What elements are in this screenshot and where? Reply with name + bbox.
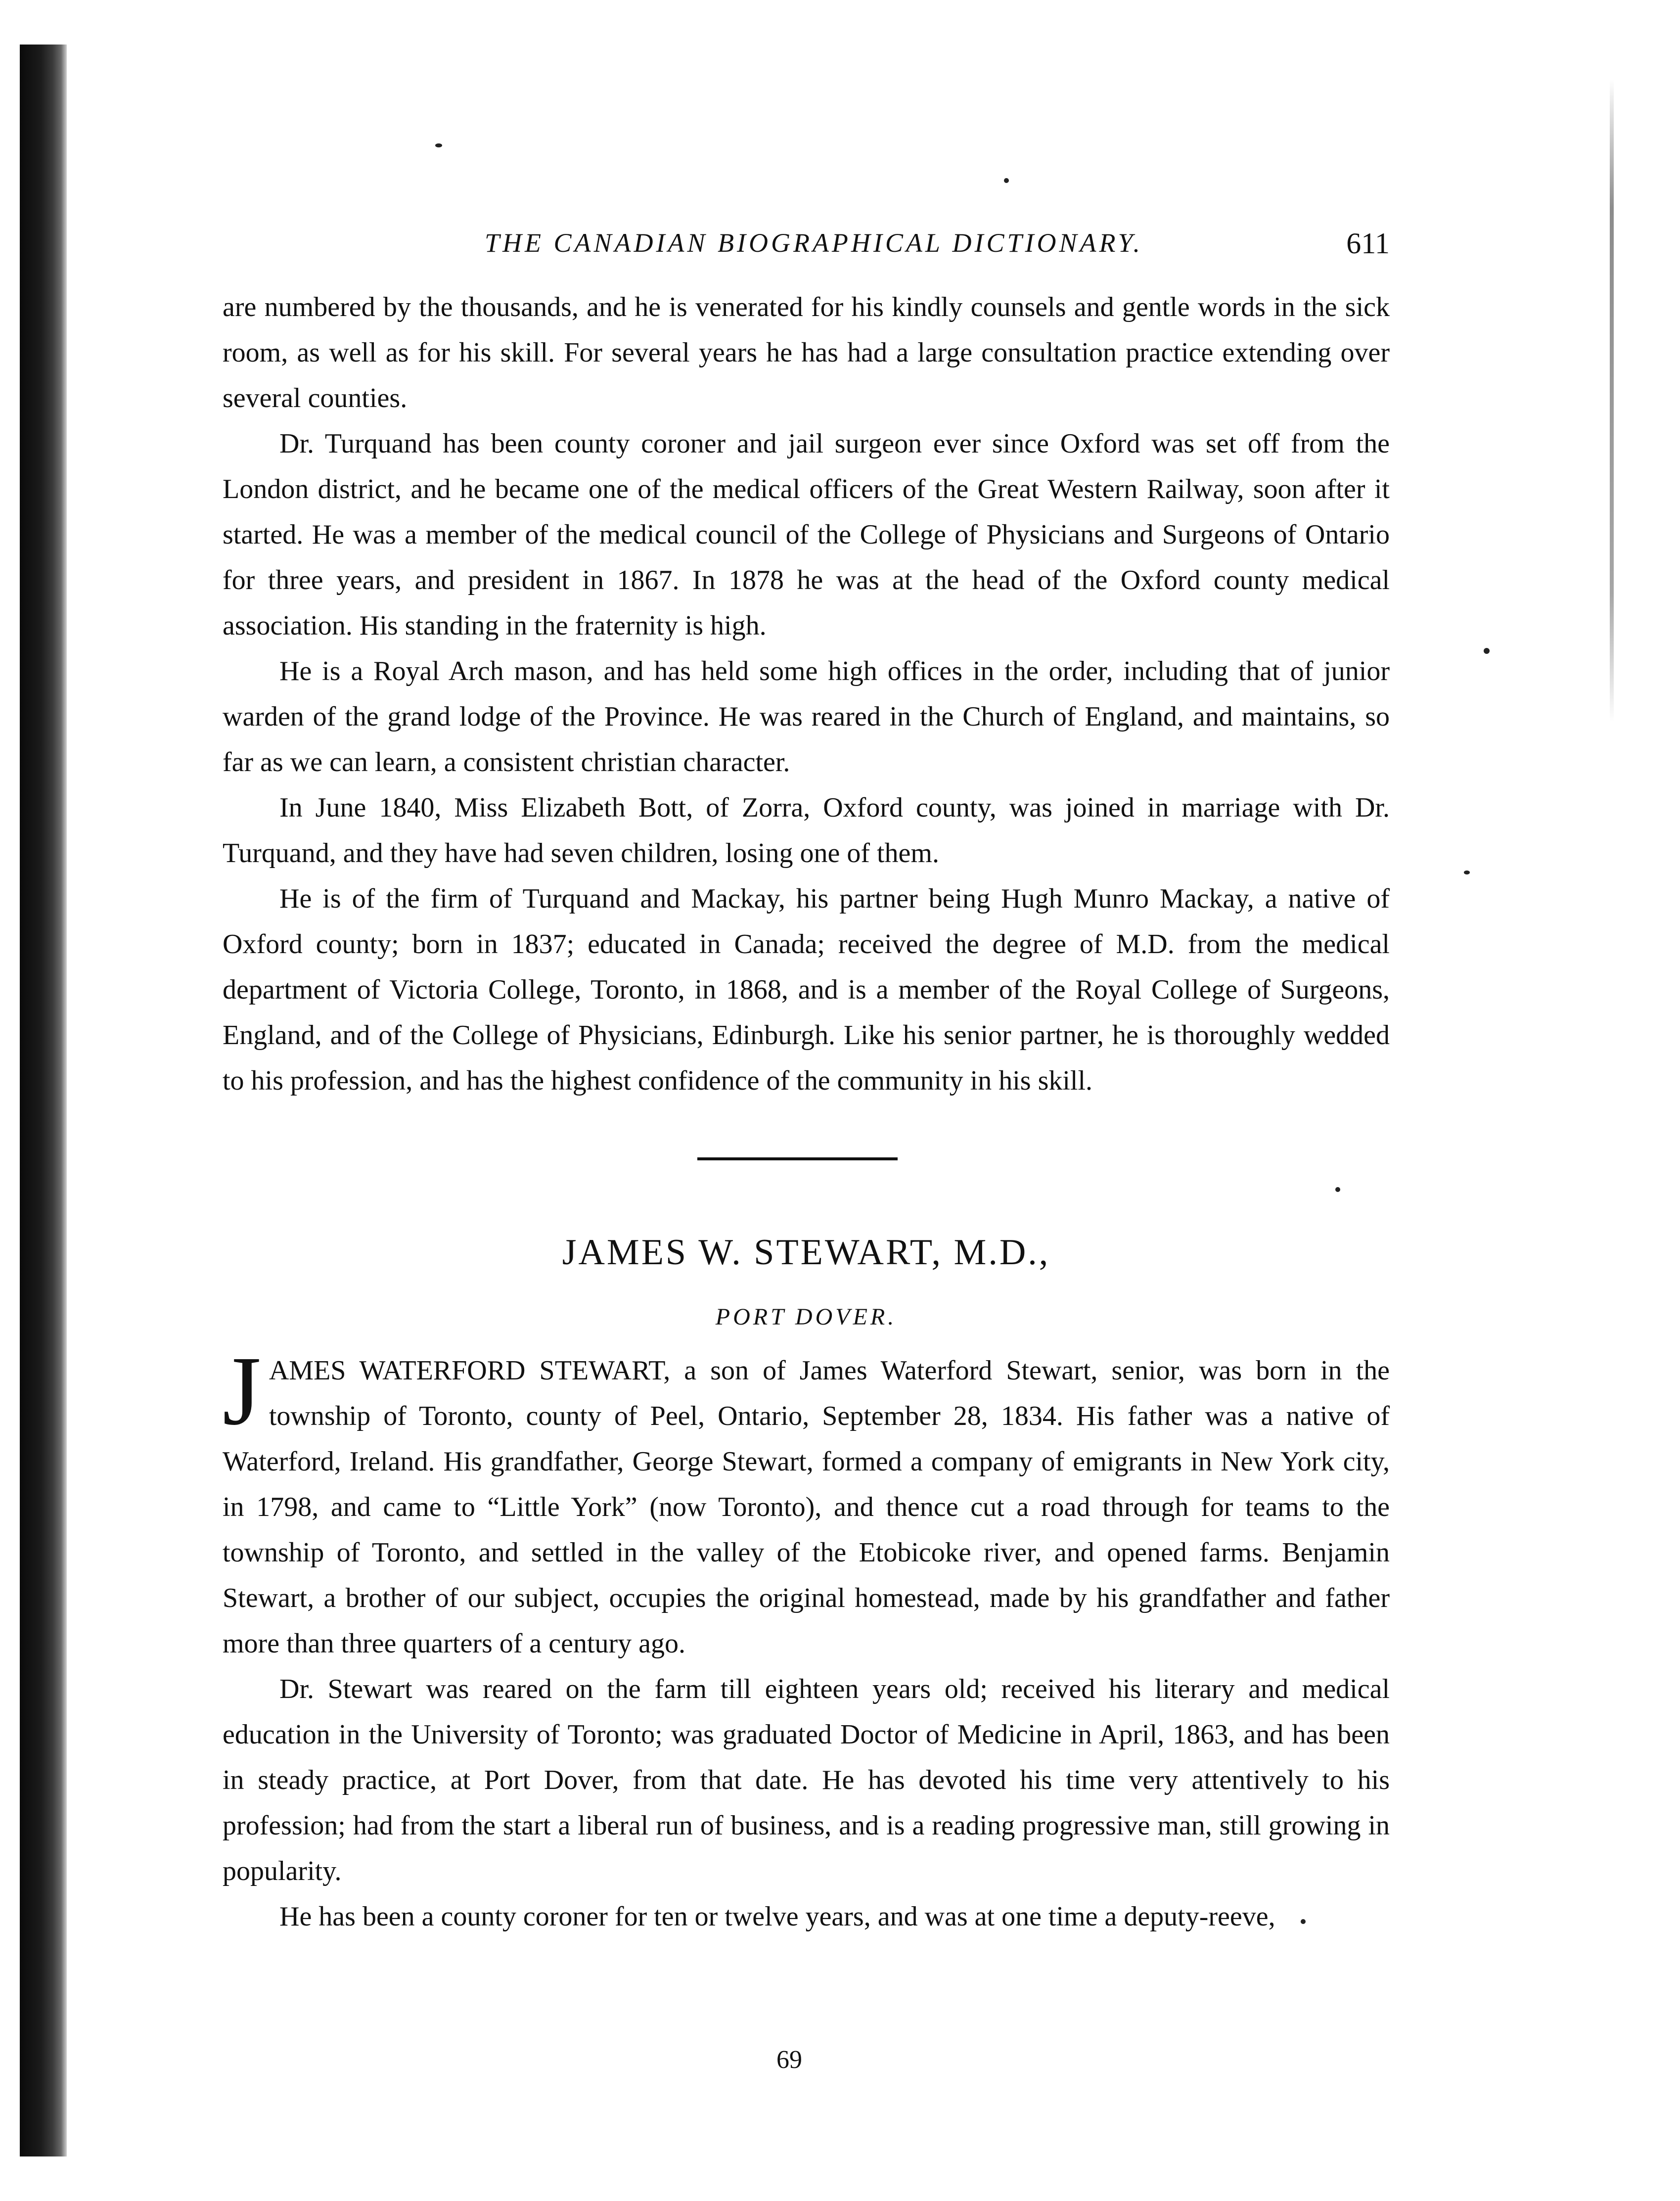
print-speck: [1335, 1187, 1340, 1192]
paragraph: He has been a county coroner for ten or twelve years, and was at one time a deputy-reeve,: [279, 1901, 1275, 1932]
paragraph: In June 1840, Miss Elizabeth Bott, of Zorra, Oxford county, was joined in marriage with Dr. Turquand, and they have had seven children, losing one of them.: [223, 792, 1390, 869]
opening-paragraph-text: AMES WATERFORD STEWART, a son of James Waterford Stewart, senior, was born in the township of Toronto, county of Peel, Ontario, September 28, 1834. His father was a native of Waterford, Ireland. His grandfather, George Stewart, formed a company of emigrants in New York city, in 1798, and came to “Little York” (now Toronto), and thence cut a road through for teams to the township of Toronto, and settled in the valley of the Etobicoke river, and opened farms. Benjamin Stewart, a brother of our subject, occupies the original homestead, made by his grandfather and father more than three quarters of a century ago.: [223, 1355, 1390, 1659]
signature-mark: 69: [776, 2046, 802, 2074]
paragraph: Dr. Stewart was reared on the farm till eighteen years old; received his literary and medical education in the University of Toronto; was graduated Doctor of Medicine in April, 1863, and has been in steady practice, at Port Dover, from that date. He has devoted his time very attentively to his profession; had from the start a liberal run of business, and is a reading progressive man, still growing in popularity.: [223, 1674, 1390, 1886]
paragraph: Dr. Turquand has been county coroner and jail surgeon ever since Oxford was set off from the London district, and he became one of the medical officers of the Great Western Railway, soon after it started. He was a member of the medical council of the College of Physicians and Surgeons of Ontario for three years, and president in 1867. In 1878 he was at the head of the Oxford county medical association. His standing in the fraternity is high.: [223, 428, 1390, 641]
running-header: [223, 223, 1390, 267]
paragraph: He is of the firm of Turquand and Mackay, his partner being Hugh Munro Mackay, a native of Oxford county; born in 1837; educated in Canada; received the degree of M.D. from the medical department of Victoria College, Toronto, in 1868, and is a member of the Royal College of Surgeons, England, and of the College of Physicians, Edinburgh. Like his senior partner, he is thoroughly wedded to his profession, and has the highest confidence of the community in his skill.: [223, 883, 1390, 1096]
drop-cap: J: [223, 1336, 261, 1446]
page-edge-shadow: [1610, 79, 1614, 722]
print-speck: [1004, 178, 1009, 183]
page-number: 611: [1346, 227, 1390, 260]
entry-heading: JAMES W. STEWART, M.D.,: [562, 1232, 1050, 1273]
paragraph: He is a Royal Arch mason, and has held some high offices in the order, including that of junior warden of the grand lodge of the Province. He was reared in the Church of England, and maintains, so far as we can learn, a consistent christian character.: [223, 656, 1390, 778]
print-speck: [435, 143, 442, 147]
print-speck: [1484, 648, 1490, 654]
entry-text: [223, 1336, 1390, 1939]
print-speck: [1464, 871, 1470, 874]
running-title: THE CANADIAN BIOGRAPHICAL DICTIONARY.: [485, 228, 1143, 258]
continuation-text: [223, 284, 1390, 1103]
opening-paragraph: [223, 1336, 1390, 1666]
section-divider: [697, 1157, 898, 1160]
book-binding-shadow: [20, 45, 67, 2156]
entry-location: PORT DOVER.: [715, 1304, 897, 1330]
paragraph: are numbered by the thousands, and he is venerated for his kindly counsels and gentle words in the sick room, as well as for his skill. For several years he has had a large consultation practice extending over several counties.: [223, 292, 1390, 413]
